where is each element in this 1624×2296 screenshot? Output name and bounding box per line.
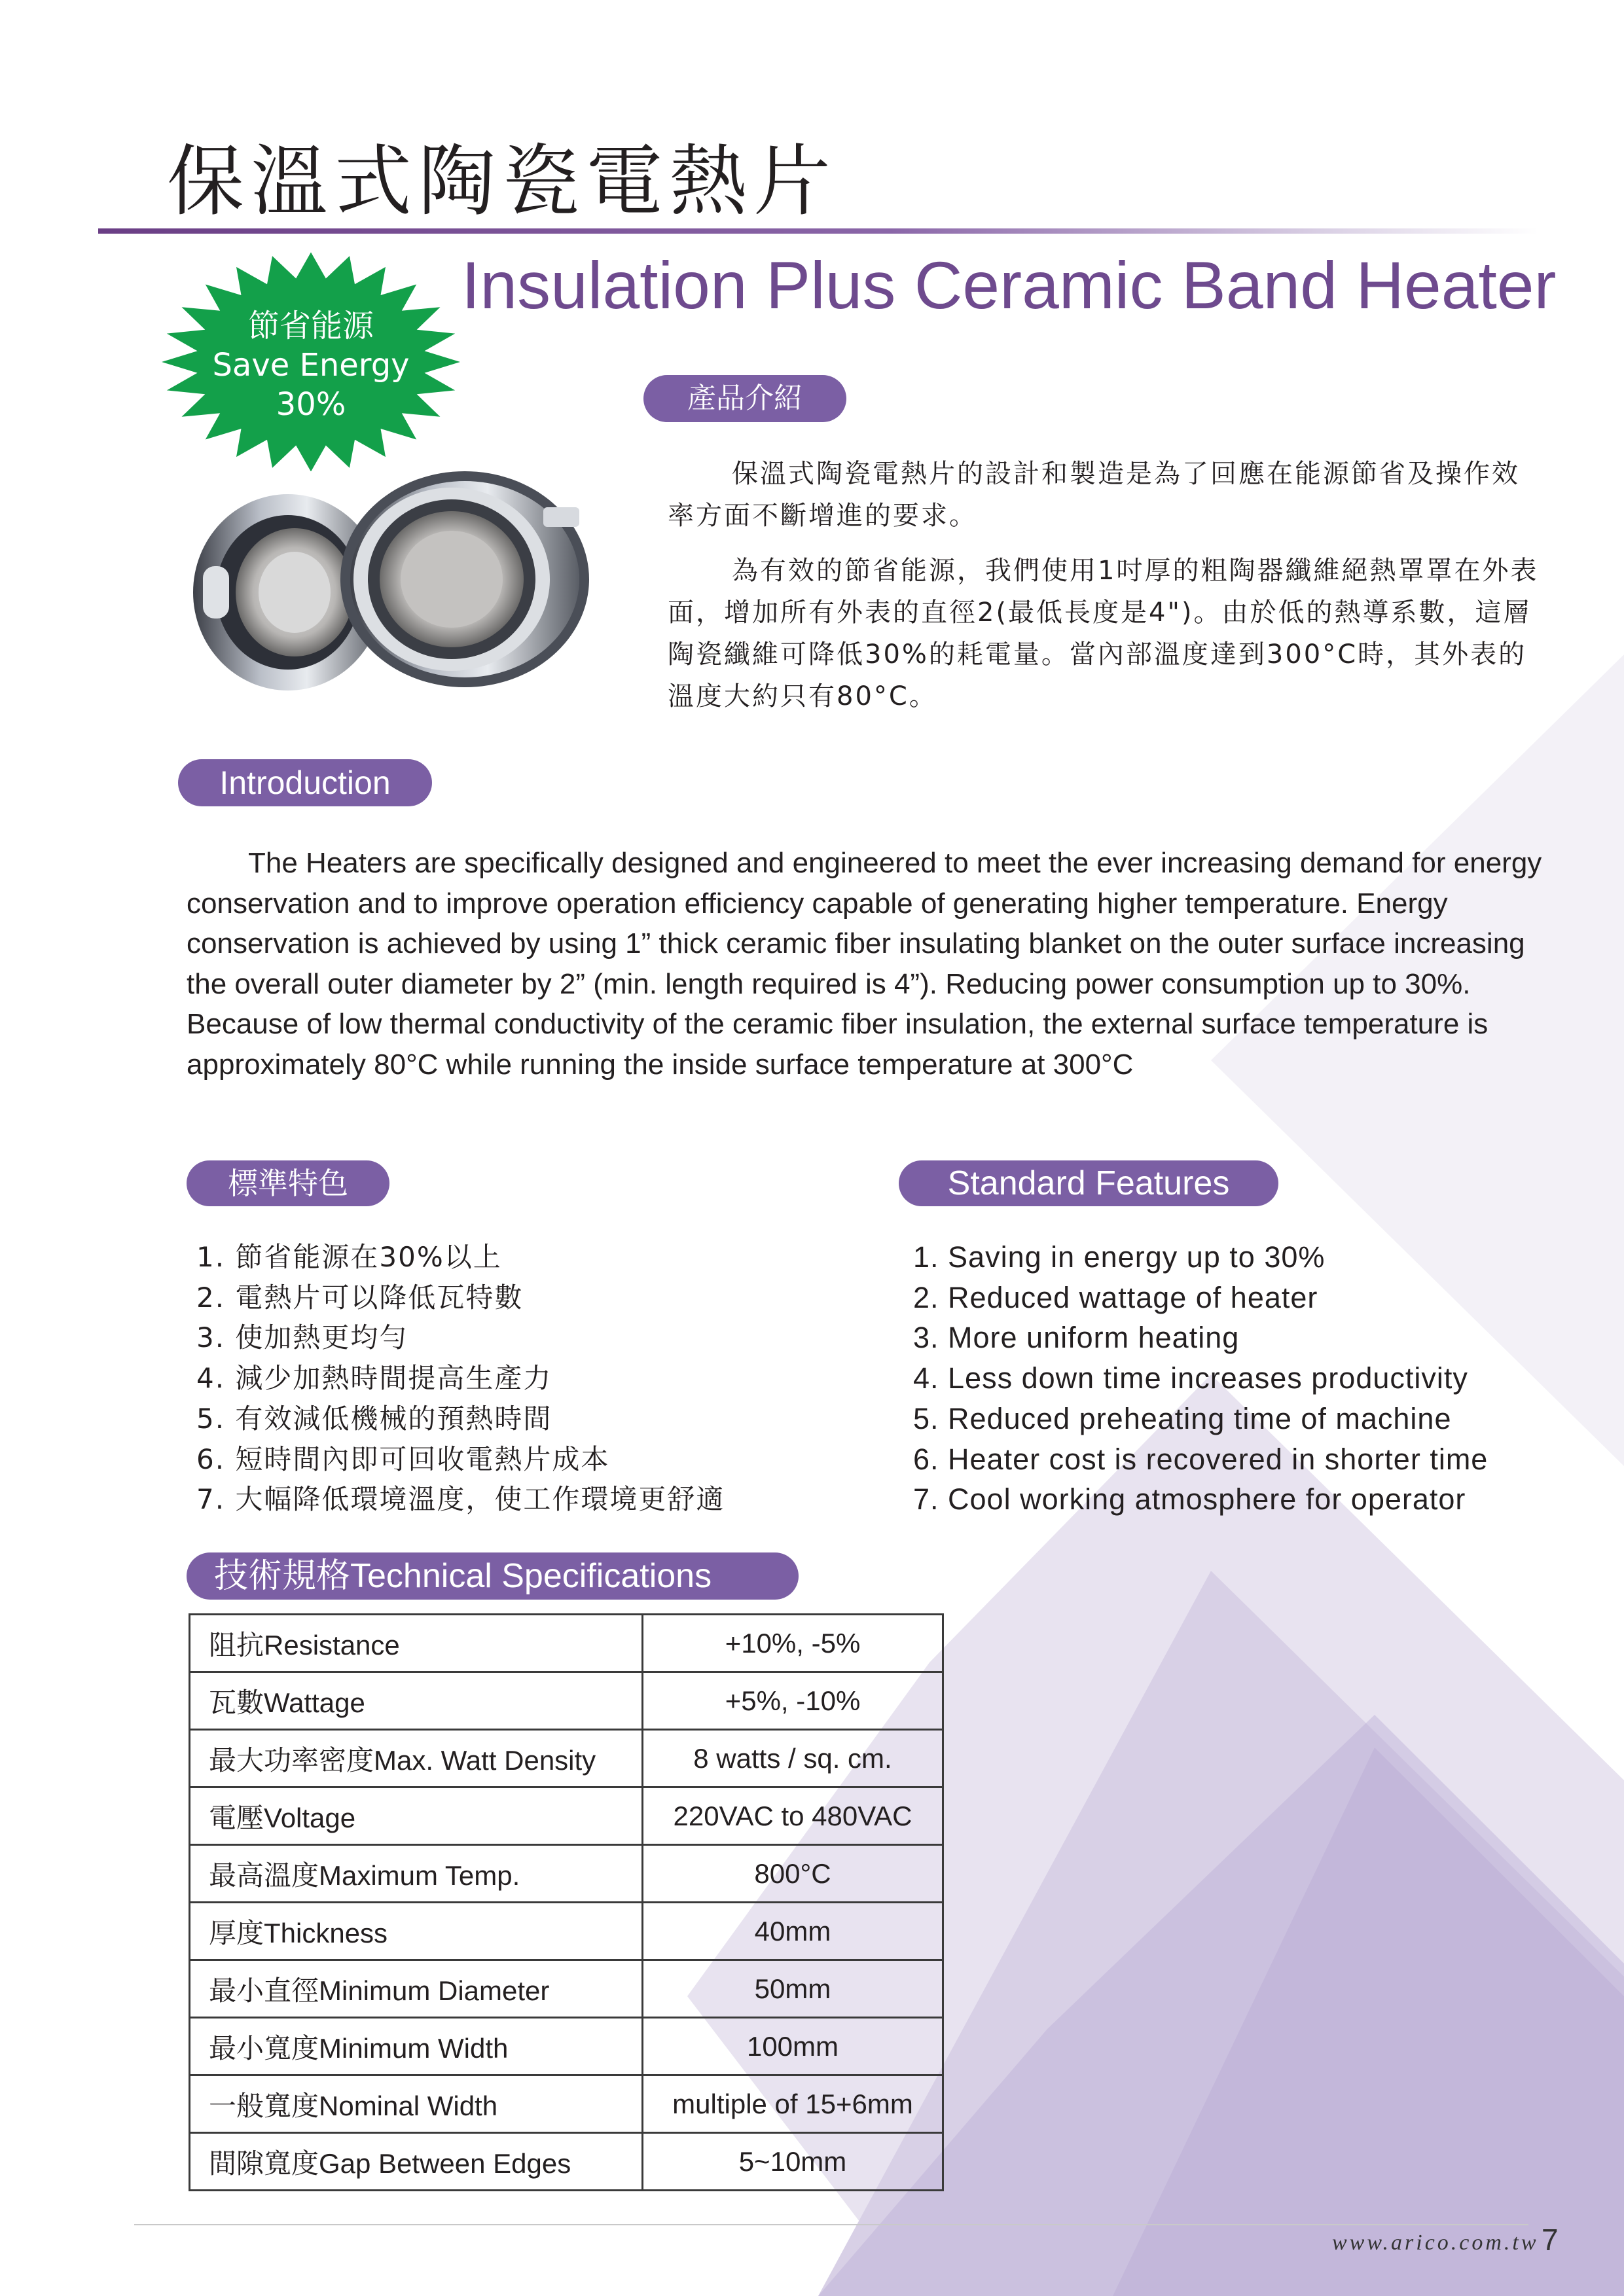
specs-table [189, 1613, 944, 2191]
product-intro-paragraph-1: 保溫式陶瓷電熱片的設計和製造是為了回應在能源節省及操作效率方面不斷增進的要求。 [668, 459, 1520, 531]
features-cn-label: 標準特色 [187, 1160, 389, 1206]
spec-name: 阻抗Resistance [190, 1615, 643, 1672]
features-en-label: Standard Features [899, 1160, 1278, 1206]
feature-item: 3. 使加熱更均勻 [196, 1321, 408, 1354]
feature-item: 5. 有效減低機械的預熱時間 [196, 1402, 552, 1435]
product-intro-paragraph-2: 為有效的節省能源，我們使用1吋厚的粗陶器纖維絕熱罩罩在外表面，增加所有外表的直徑2(最低長度是4")。由於低的熱導系數，這層陶瓷纖維可降低30%的耗電量。當內部溫度達到300°C時，其外表的溫度大約只有80°C。 [668, 556, 1539, 711]
spec-row [190, 1615, 943, 1672]
specs-label-cn: 技術規格 [214, 1556, 351, 1596]
spec-row [190, 1960, 943, 2018]
product-intro-label: 產品介紹 [643, 375, 846, 422]
spec-value: +5%, -10% [643, 1672, 943, 1730]
feature-item: 1. Saving in energy up to 30% [913, 1240, 1326, 1274]
spec-row [190, 2133, 943, 2191]
page-title-cn: 保溫式陶瓷電熱片 [167, 136, 838, 226]
feature-item: 4. 減少加熱時間提高生產力 [196, 1362, 552, 1395]
introduction-label: Introduction [178, 759, 432, 806]
page-number: 7 [1542, 2223, 1559, 2257]
spec-row [190, 1730, 943, 1787]
feature-item: 4. Less down time increases productivity [913, 1361, 1468, 1395]
title-divider [98, 228, 1538, 234]
introduction-paragraph: The Heaters are specifically designed and engineered to meet the ever increasing demand for energy conservation and to improve operation efficiency capable of generating higher temperature. Energy conservation is achieved by using 1” thick ceramic fiber insulating blanket on the outer surface increasing the overall outer diameter by 2” (min. length required is 4”). Reducing power consumption up to 30%. Because of low thermal conductivity of the ceramic fiber insulation, the external surface temperature is approximately 80°C while running the inside surface temperature at 300°C [187, 847, 1542, 1081]
spec-row [190, 1672, 943, 1730]
spec-name: 瓦數Wattage [190, 1672, 643, 1730]
specs-label [187, 1552, 799, 1600]
spec-name: 最大功率密度Max. Watt Density [190, 1730, 643, 1787]
spec-name: 一般寬度Nominal Width [190, 2075, 643, 2133]
footer-url: www.arico.com.tw [1332, 2231, 1539, 2255]
spec-row [190, 1787, 943, 1845]
spec-name: 厚度Thickness [190, 1903, 643, 1960]
save-energy-badge-text [157, 306, 465, 424]
features-en-list [913, 1237, 1555, 1520]
spec-value: 220VAC to 480VAC [643, 1787, 943, 1845]
spec-value: 50mm [643, 1960, 943, 2018]
badge-line-percent: 30% [276, 386, 346, 423]
features-cn-list [196, 1237, 890, 1520]
spec-value: 100mm [643, 2018, 943, 2075]
feature-item: 3. More uniform heating [913, 1321, 1240, 1355]
feature-item: 6. 短時間內即可回收電熱片成本 [196, 1443, 610, 1475]
spec-row [190, 1903, 943, 1960]
spec-row [190, 1845, 943, 1903]
specs-label-en: Technical Specifications [350, 1557, 712, 1595]
feature-item: 2. Reduced wattage of heater [913, 1280, 1318, 1314]
spec-name: 最高溫度Maximum Temp. [190, 1845, 643, 1903]
feature-item: 7. 大幅降低環境溫度，使工作環境更舒適 [196, 1483, 725, 1516]
spec-name: 最小直徑Minimum Diameter [190, 1960, 643, 2018]
spec-row [190, 2075, 943, 2133]
feature-item: 1. 節省能源在30%以上 [196, 1241, 502, 1273]
spec-row [190, 2018, 943, 2075]
feature-item: 5. Reduced preheating time of machine [913, 1401, 1452, 1435]
spec-name: 電壓Voltage [190, 1787, 643, 1845]
spec-value: 800°C [643, 1845, 943, 1903]
spec-value: +10%, -5% [643, 1615, 943, 1672]
spec-value: multiple of 15+6mm [643, 2075, 943, 2133]
ceramic-band-heater-image [190, 468, 596, 700]
feature-item: 2. 電熱片可以降低瓦特數 [196, 1281, 524, 1314]
badge-line-cn: 節省能源 [247, 308, 374, 344]
spec-name: 最小寬度Minimum Width [190, 2018, 643, 2075]
badge-line-en: Save Energy [212, 347, 410, 384]
spec-value: 5~10mm [643, 2133, 943, 2191]
footer-divider [134, 2224, 1528, 2225]
feature-item: 7. Cool working atmosphere for operator [913, 1482, 1466, 1516]
page-title-en: Insulation Plus Ceramic Band Heater [461, 248, 1557, 323]
spec-value: 40mm [643, 1903, 943, 1960]
feature-item: 6. Heater cost is recovered in shorter time [913, 1442, 1489, 1476]
spec-name: 間隙寬度Gap Between Edges [190, 2133, 643, 2191]
spec-value: 8 watts / sq. cm. [643, 1730, 943, 1787]
